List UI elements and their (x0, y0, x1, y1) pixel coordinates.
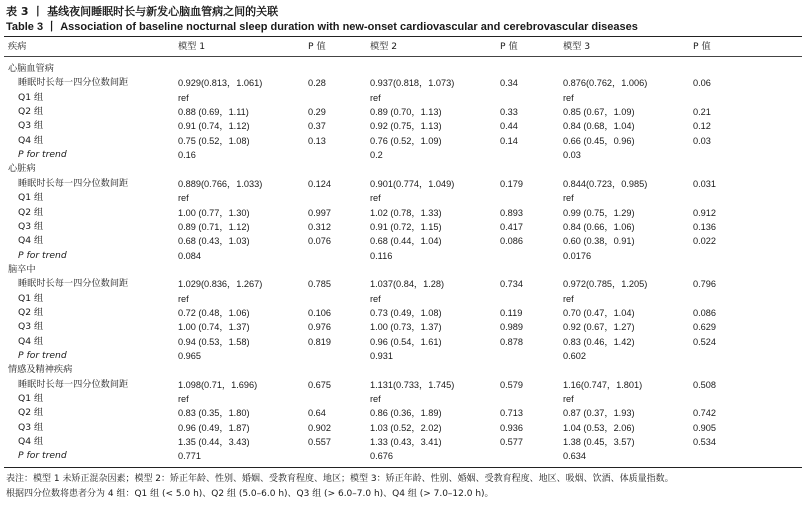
cell-p1: 0.37 (308, 121, 326, 132)
cell-m1: 0.89 (0.71，1.12) (178, 221, 250, 232)
header-disease: 疾病 (8, 41, 27, 52)
cell-p2: 0.713 (500, 408, 523, 419)
cell-m1: 0.084 (178, 250, 201, 261)
cell-m1: 0.16 (178, 150, 196, 161)
header-p2: P 值 (500, 41, 518, 52)
cell-p3: 0.742 (693, 408, 716, 419)
bottom-rule (4, 467, 802, 468)
cell-m2: 1.00 (0.73，1.37) (370, 322, 442, 333)
cell-m2: 0.96 (0.54，1.61) (370, 336, 442, 347)
cell-m3: ref (563, 293, 574, 304)
header-p1: P 值 (308, 41, 326, 52)
row-label: Q3 组 (18, 120, 44, 132)
cell-m3: 0.70 (0.47，1.04) (563, 307, 635, 318)
cell-p3: 0.912 (693, 207, 716, 218)
cell-p1: 0.997 (308, 207, 331, 218)
cell-m2: 1.33 (0.43，3.41) (370, 437, 442, 448)
cell-p2: 0.179 (500, 178, 523, 189)
cell-p2: 0.119 (500, 307, 523, 318)
cell-p1: 0.076 (308, 236, 331, 247)
cell-m1: 0.889(0.766，1.033) (178, 178, 263, 189)
cell-m1: 0.94 (0.53，1.58) (178, 336, 250, 347)
cell-p3: 0.796 (693, 279, 716, 290)
group-label: 情感及精神疾病 (8, 364, 73, 376)
cell-m1: 1.029(0.836，1.267) (178, 279, 263, 290)
table-title-en: Table 3 丨 Association of baseline nocturnal sleep duration with new-onset cardiovascular and cerebrovascular diseases (6, 21, 638, 33)
cell-m2: 0.89 (0.70，1.13) (370, 107, 442, 118)
cell-p1: 0.124 (308, 178, 331, 189)
table-title-cn: 表 3 丨 基线夜间睡眠时长与新发心脑血管病之间的关联 (6, 5, 279, 18)
cell-m1: 1.098(0.71，1.696) (178, 379, 258, 390)
cell-m3: 0.83 (0.46，1.42) (563, 336, 635, 347)
cell-p3: 0.12 (693, 121, 711, 132)
cell-p1: 0.106 (308, 307, 331, 318)
cell-p3: 0.508 (693, 379, 716, 390)
cell-m1: 0.771 (178, 451, 201, 462)
cell-p1: 0.675 (308, 379, 331, 390)
cell-m3: 0.60 (0.38，0.91) (563, 236, 635, 247)
cell-p2: 0.34 (500, 78, 518, 89)
cell-m3: 0.0176 (563, 250, 592, 261)
cell-m3: 0.92 (0.67，1.27) (563, 322, 635, 333)
cell-p3: 0.03 (693, 135, 711, 146)
row-label: Q4 组 (18, 335, 44, 347)
cell-m1: 0.68 (0.43，1.03) (178, 236, 250, 247)
row-label: P for trend (18, 249, 67, 261)
group-label: 心脏病 (8, 163, 36, 175)
cell-m3: 0.03 (563, 150, 581, 161)
cell-p2: 0.936 (500, 422, 523, 433)
header-p3: P 值 (693, 41, 711, 52)
cell-m2: 0.937(0.818，1.073) (370, 78, 455, 89)
header-rule (4, 56, 802, 57)
row-label: 睡眠时长每一四分位数间距 (18, 177, 129, 189)
table-note-groups: 根据四分位数将患者分为 4 组：Q1 组 (< 5.0 h)、Q2 组 (5.0–6.0 h)、Q3 组 (> 6.0–7.0 h)、Q4 组 (> 7.0–12.0 h)。 (6, 489, 494, 499)
row-label: Q2 组 (18, 306, 44, 318)
cell-p3: 0.136 (693, 221, 716, 232)
row-label: Q2 组 (18, 407, 44, 419)
cell-p2: 0.33 (500, 107, 518, 118)
cell-m1: 0.88 (0.69，1.11) (178, 107, 249, 118)
cell-p3: 0.524 (693, 336, 716, 347)
cell-m1: 1.00 (0.77，1.30) (178, 207, 250, 218)
cell-p2: 0.086 (500, 236, 523, 247)
cell-m3: 1.38 (0.45，3.57) (563, 437, 635, 448)
cell-m1: ref (178, 92, 189, 103)
cell-p1: 0.64 (308, 408, 326, 419)
top-rule (4, 36, 802, 37)
row-label: Q1 组 (18, 393, 44, 405)
cell-p1: 0.557 (308, 437, 331, 448)
cell-p1: 0.902 (308, 422, 331, 433)
cell-m2: 0.68 (0.44，1.04) (370, 236, 442, 247)
cell-m2: 0.92 (0.75，1.13) (370, 121, 442, 132)
cell-m2: 0.86 (0.36，1.89) (370, 408, 442, 419)
cell-m3: 0.99 (0.75，1.29) (563, 207, 635, 218)
cell-m3: 0.876(0.762，1.006) (563, 78, 648, 89)
cell-p2: 0.734 (500, 279, 523, 290)
cell-m1: 0.83 (0.35，1.80) (178, 408, 250, 419)
cell-p2: 0.14 (500, 135, 518, 146)
cell-m2: 0.676 (370, 451, 393, 462)
cell-m3: 0.634 (563, 451, 586, 462)
cell-m3: 0.87 (0.37，1.93) (563, 408, 635, 419)
cell-m3: 0.85 (0.67，1.09) (563, 107, 635, 118)
cell-m3: 0.66 (0.45，0.96) (563, 135, 635, 146)
row-label: 睡眠时长每一四分位数间距 (18, 278, 129, 290)
cell-m3: ref (563, 92, 574, 103)
cell-m1: 0.965 (178, 351, 201, 361)
cell-p1: 0.28 (308, 78, 326, 89)
cell-p3: 0.21 (693, 107, 711, 118)
cell-m2: 0.76 (0.52，1.09) (370, 135, 442, 146)
row-label: Q1 组 (18, 192, 44, 204)
cell-m1: 0.929(0.813，1.061) (178, 78, 263, 89)
cell-m3: 0.84 (0.68，1.04) (563, 121, 635, 132)
cell-m1: 0.72 (0.48，1.06) (178, 307, 250, 318)
cell-p3: 0.629 (693, 322, 716, 333)
cell-p2: 0.44 (500, 121, 518, 132)
table-note: 表注：模型 1 未矫正混杂因素；模型 2：矫正年龄、性别、婚姻、受教育程度、地区；模型 3：矫正年龄、性别、婚姻、受教育程度、地区、吸烟、饮酒、体质量指数。 (6, 474, 674, 484)
cell-m2: 0.2 (370, 150, 383, 161)
cell-m3: ref (563, 394, 574, 405)
cell-m1: ref (178, 293, 189, 304)
cell-m2: ref (370, 293, 381, 304)
cell-p3: 0.086 (693, 307, 716, 318)
cell-m2: 1.02 (0.78，1.33) (370, 207, 442, 218)
row-label: P for trend (18, 350, 67, 361)
header-model3: 模型 3 (563, 41, 591, 52)
cell-p1: 0.819 (308, 336, 331, 347)
cell-p2: 0.579 (500, 379, 523, 390)
cell-m1: 1.35 (0.44，3.43) (178, 437, 250, 448)
cell-m2: 1.03 (0.52，2.02) (370, 422, 442, 433)
row-label: Q4 组 (18, 235, 44, 247)
cell-m2: ref (370, 193, 381, 204)
row-label: Q3 组 (18, 220, 44, 232)
row-label: Q2 组 (18, 106, 44, 118)
cell-m2: 0.91 (0.72，1.15) (370, 221, 442, 232)
row-label: Q4 组 (18, 134, 44, 146)
cell-p2: 0.417 (500, 221, 523, 232)
cell-m2: 0.901(0.774，1.049) (370, 178, 455, 189)
cell-m2: ref (370, 92, 381, 103)
cell-p1: 0.13 (308, 135, 326, 146)
row-label: Q2 组 (18, 206, 44, 218)
header-model2: 模型 2 (370, 41, 398, 52)
row-label: P for trend (18, 149, 67, 161)
cell-p2: 0.989 (500, 322, 523, 333)
cell-m1: ref (178, 193, 189, 204)
cell-p1: 0.785 (308, 279, 331, 290)
cell-m3: 1.16(0.747，1.801) (563, 379, 643, 390)
cell-p2: 0.878 (500, 336, 523, 347)
cell-m1: ref (178, 394, 189, 405)
cell-m3: 0.844(0.723，0.985) (563, 178, 648, 189)
row-label: Q3 组 (18, 321, 44, 333)
row-label: Q3 组 (18, 421, 44, 433)
cell-m1: 0.96 (0.49，1.87) (178, 422, 250, 433)
cell-p2: 0.577 (500, 437, 523, 448)
cell-m2: 0.931 (370, 351, 393, 361)
cell-m3: 0.972(0.785，1.205) (563, 279, 648, 290)
row-label: 睡眠时长每一四分位数间距 (18, 77, 129, 89)
cell-m3: 0.84 (0.66，1.06) (563, 221, 635, 232)
row-label: Q1 组 (18, 292, 44, 304)
group-label: 脑卒中 (8, 263, 36, 275)
header-model1: 模型 1 (178, 41, 206, 52)
cell-m1: 0.91 (0.74，1.12) (178, 121, 250, 132)
cell-p1: 0.976 (308, 322, 331, 333)
row-label: 睡眠时长每一四分位数间距 (18, 378, 129, 390)
cell-p3: 0.905 (693, 422, 716, 433)
cell-p3: 0.534 (693, 437, 716, 448)
cell-p3: 0.022 (693, 236, 716, 247)
cell-m2: 0.116 (370, 250, 393, 261)
cell-m3: ref (563, 193, 574, 204)
cell-m2: ref (370, 394, 381, 405)
cell-p2: 0.893 (500, 207, 523, 218)
cell-m1: 0.75 (0.52，1.08) (178, 135, 250, 146)
cell-m2: 0.73 (0.49，1.08) (370, 307, 442, 318)
cell-m3: 1.04 (0.53，2.06) (563, 422, 635, 433)
cell-p1: 0.312 (308, 221, 331, 232)
cell-p3: 0.06 (693, 78, 711, 89)
cell-m2: 1.131(0.733，1.745) (370, 379, 455, 390)
row-label: Q1 组 (18, 91, 44, 103)
row-label: P for trend (18, 450, 67, 462)
cell-m2: 1.037(0.84，1.28) (370, 279, 445, 290)
row-label: Q4 组 (18, 436, 44, 448)
cell-p3: 0.031 (693, 178, 716, 189)
group-label: 心脑血管病 (8, 63, 54, 74)
cell-m3: 0.602 (563, 351, 586, 361)
cell-p1: 0.29 (308, 107, 326, 118)
cell-m1: 1.00 (0.74，1.37) (178, 322, 250, 333)
